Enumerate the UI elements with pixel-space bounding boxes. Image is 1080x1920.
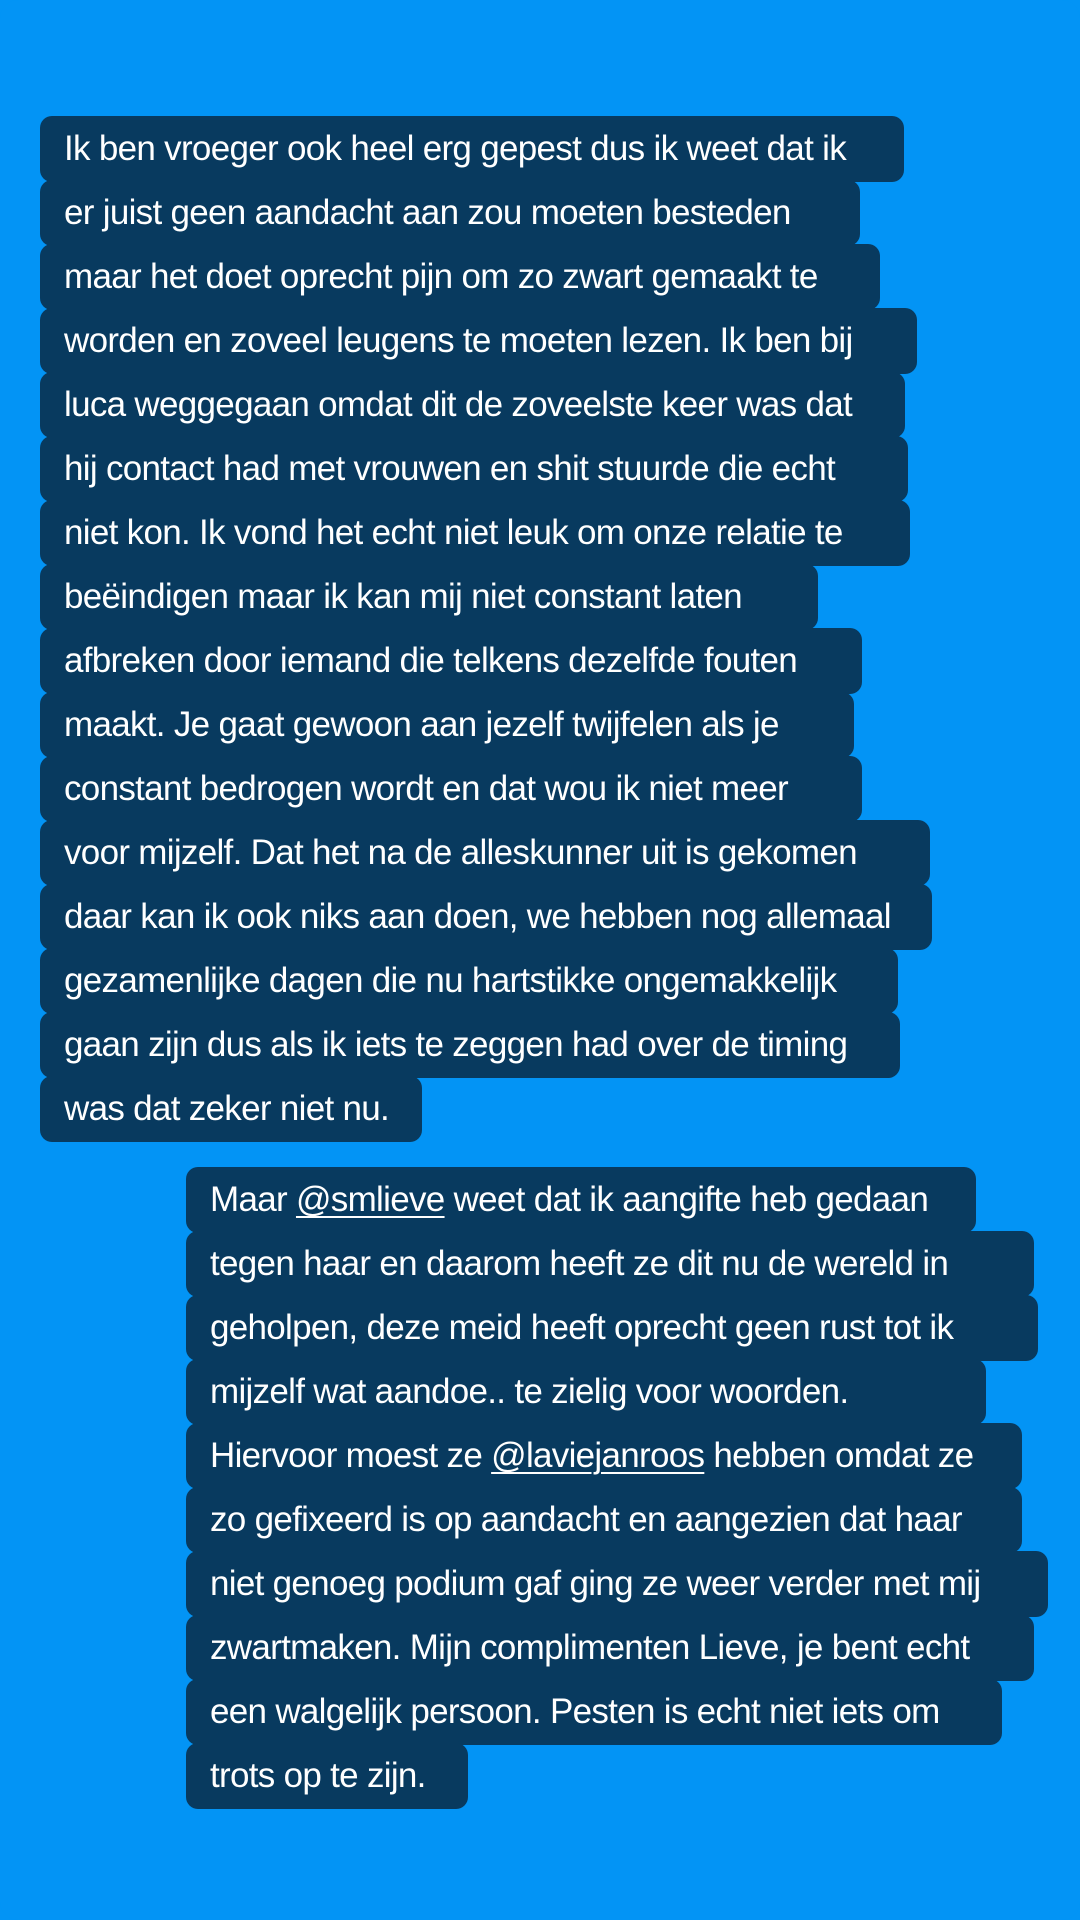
text-line — [186, 1167, 976, 1233]
text-line: niet kon. Ik vond het echt niet leuk om onze relatie te — [40, 500, 910, 566]
text-line: tegen haar en daarom heeft ze dit nu de wereld in — [186, 1231, 1034, 1297]
text-line: zwartmaken. Mijn complimenten Lieve, je bent echt — [186, 1615, 1034, 1681]
text-line: gaan zijn dus als ik iets te zeggen had over de timing — [40, 1012, 900, 1078]
text-line: mijzelf wat aandoe.. te zielig voor woorden. — [186, 1359, 986, 1425]
text-line: maakt. Je gaat gewoon aan jezelf twijfelen als je — [40, 692, 854, 758]
text-line: was dat zeker niet nu. — [40, 1076, 422, 1142]
text-line: worden en zoveel leugens te moeten lezen. Ik ben bij — [40, 308, 917, 374]
text-line: gezamenlijke dagen die nu hartstikke ongemakkelijk — [40, 948, 898, 1014]
text-segment: Maar — [210, 1180, 296, 1219]
text-line: luca weggegaan omdat dit de zoveelste keer was dat — [40, 372, 905, 438]
text-line: beëindigen maar ik kan mij niet constant laten — [40, 564, 818, 630]
text-line: maar het doet oprecht pijn om zo zwart gemaakt te — [40, 244, 880, 310]
text-line: geholpen, deze meid heeft oprecht geen rust tot ik — [186, 1295, 1038, 1361]
mention-laviejanroos-link[interactable]: @laviejanroos — [491, 1436, 705, 1475]
text-segment: Hiervoor moest ze — [210, 1436, 492, 1475]
text-line: Ik ben vroeger ook heel erg gepest dus ik weet dat ik — [40, 116, 904, 182]
text-line: niet genoeg podium gaf ging ze weer verder met mij — [186, 1551, 1048, 1617]
text-segment: weet dat ik aangifte heb gedaan — [444, 1180, 929, 1219]
text-line: een walgelijk persoon. Pesten is echt niet iets om — [186, 1679, 1002, 1745]
text-line: hij contact had met vrouwen en shit stuurde die echt — [40, 436, 908, 502]
mention-smlieve-link[interactable]: @smlieve — [295, 1180, 445, 1219]
text-line: constant bedrogen wordt en dat wou ik niet meer — [40, 756, 862, 822]
text-line: trots op te zijn. — [186, 1743, 468, 1809]
text-line: er juist geen aandacht aan zou moeten besteden — [40, 180, 860, 246]
text-line: zo gefixeerd is op aandacht en aangezien dat haar — [186, 1487, 1022, 1553]
text-line: daar kan ik ook niks aan doen, we hebben nog allemaal — [40, 884, 932, 950]
text-line: voor mijzelf. Dat het na de alleskunner uit is gekomen — [40, 820, 930, 886]
text-line: afbreken door iemand die telkens dezelfde fouten — [40, 628, 862, 694]
text-segment: hebben omdat ze — [704, 1436, 974, 1475]
text-line — [186, 1423, 1022, 1489]
